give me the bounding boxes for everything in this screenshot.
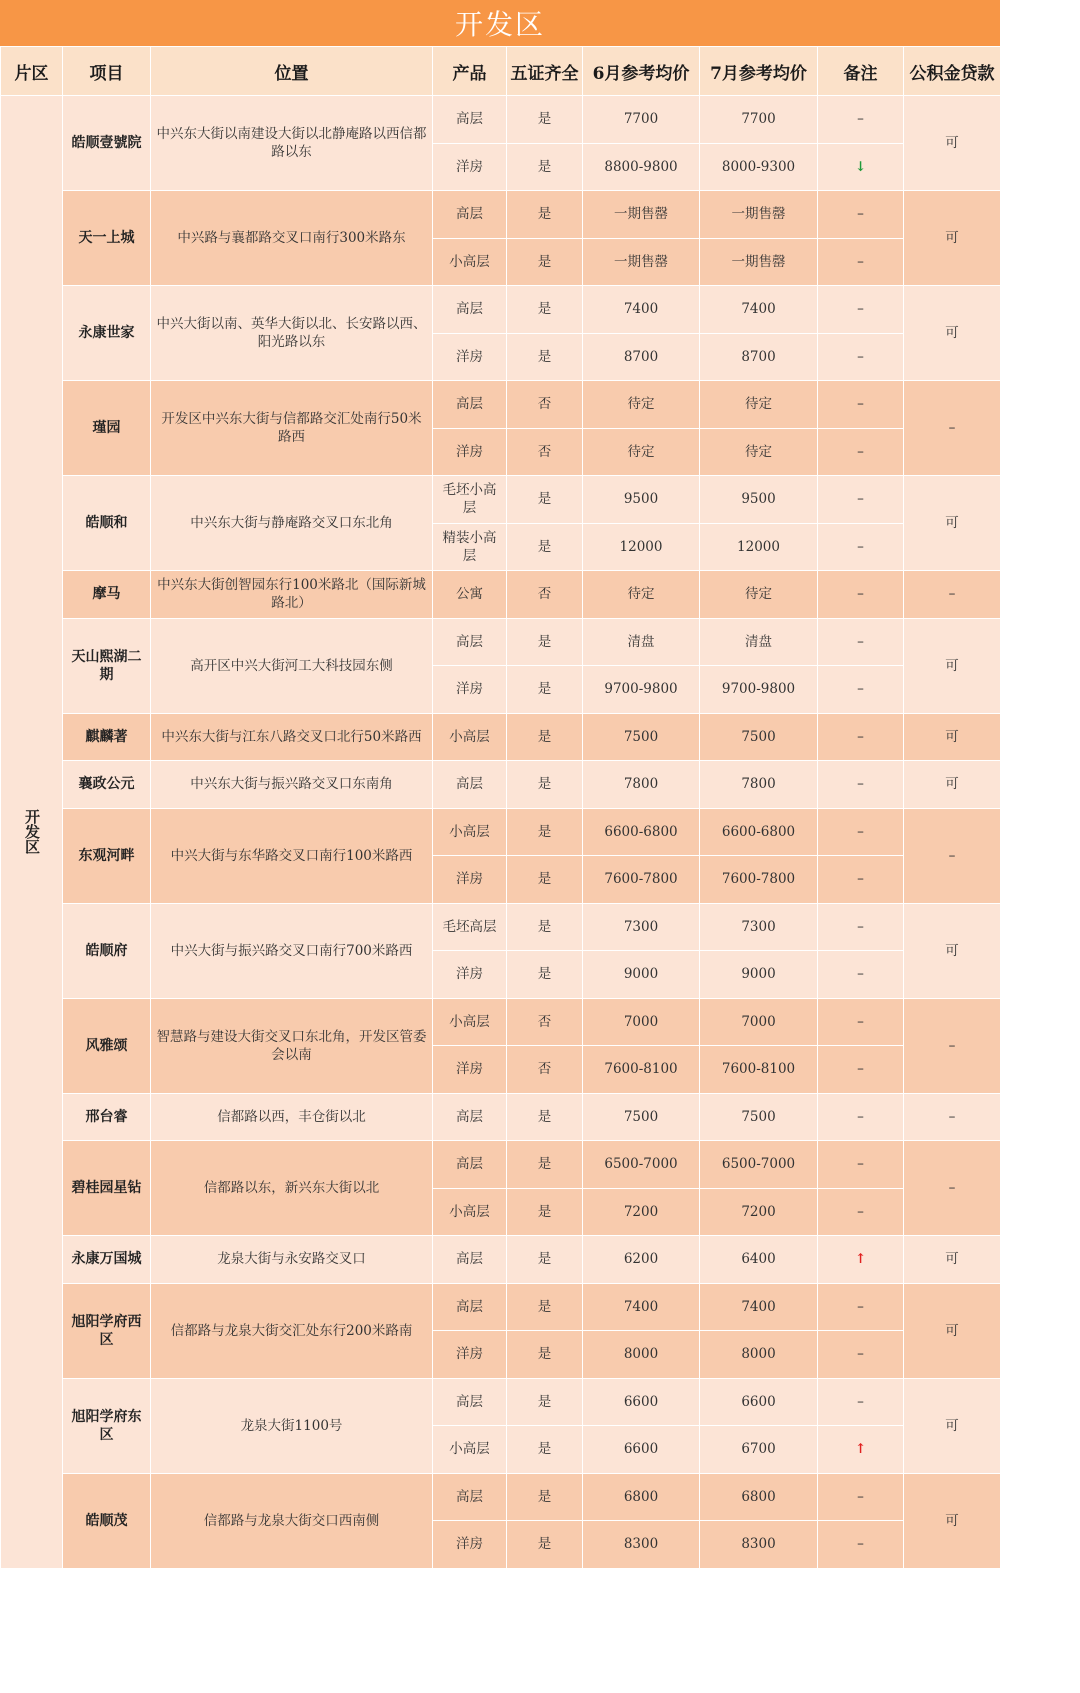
note-cell: – xyxy=(818,998,904,1046)
product-type: 小高层 xyxy=(433,808,507,856)
note-cell: – xyxy=(818,1331,904,1379)
july-price: 7600-7800 xyxy=(700,856,818,904)
july-price: 8000-9300 xyxy=(700,143,818,191)
note-cell: – xyxy=(818,96,904,144)
project-location: 中兴东大街与静庵路交叉口东北角 xyxy=(151,476,433,571)
product-type: 高层 xyxy=(433,1283,507,1331)
certificates-status: 是 xyxy=(507,523,583,571)
product-type: 小高层 xyxy=(433,1188,507,1236)
housing-fund-loan: 可 xyxy=(904,761,1001,809)
table-row xyxy=(1,571,1001,619)
certificates-status: 是 xyxy=(507,1283,583,1331)
project-name: 襄政公元 xyxy=(63,761,151,809)
certificates-status: 是 xyxy=(507,191,583,239)
certificates-status: 是 xyxy=(507,1331,583,1379)
project-name: 碧桂园星钻 xyxy=(63,1141,151,1236)
housing-fund-loan: 可 xyxy=(904,713,1001,761)
note-cell: – xyxy=(818,286,904,334)
project-location: 信都路以西，丰仓街以北 xyxy=(151,1093,433,1141)
certificates-status: 是 xyxy=(507,1141,583,1189)
table-row xyxy=(1,381,1001,429)
housing-fund-loan: – xyxy=(904,1141,1001,1236)
col-header-location: 位置 xyxy=(151,47,433,96)
certificates-status: 是 xyxy=(507,476,583,524)
note-cell: – xyxy=(818,618,904,666)
note-cell: – xyxy=(818,856,904,904)
project-name: 摩马 xyxy=(63,571,151,619)
product-type: 高层 xyxy=(433,1378,507,1426)
project-location: 智慧路与建设大街交叉口东北角，开发区管委会以南 xyxy=(151,998,433,1093)
col-header-housing-fund-loan: 公积金贷款 xyxy=(904,47,1001,96)
product-type: 精装小高层 xyxy=(433,523,507,571)
june-price: 9000 xyxy=(583,951,700,999)
housing-fund-loan: – xyxy=(904,1093,1001,1141)
table-row xyxy=(1,903,1001,951)
project-location: 中兴东大街与江东八路交叉口北行50米路西 xyxy=(151,713,433,761)
june-price: 7700 xyxy=(583,96,700,144)
project-name: 旭阳学府西区 xyxy=(63,1283,151,1378)
certificates-status: 否 xyxy=(507,1046,583,1094)
june-price: 6600 xyxy=(583,1378,700,1426)
june-price: 7500 xyxy=(583,1093,700,1141)
certificates-status: 是 xyxy=(507,96,583,144)
certificates-status: 是 xyxy=(507,286,583,334)
table-row xyxy=(1,476,1001,524)
project-name: 风雅颂 xyxy=(63,998,151,1093)
note-cell: – xyxy=(818,951,904,999)
june-price: 7400 xyxy=(583,286,700,334)
product-type: 高层 xyxy=(433,381,507,429)
july-price: 7400 xyxy=(700,1283,818,1331)
june-price: 清盘 xyxy=(583,618,700,666)
product-type: 小高层 xyxy=(433,1426,507,1474)
july-price: 9500 xyxy=(700,476,818,524)
certificates-status: 是 xyxy=(507,1426,583,1474)
certificates-status: 是 xyxy=(507,951,583,999)
june-price: 8800-9800 xyxy=(583,143,700,191)
table-row xyxy=(1,286,1001,334)
project-location: 信都路以东，新兴东大街以北 xyxy=(151,1141,433,1236)
july-price: 待定 xyxy=(700,571,818,619)
product-type: 洋房 xyxy=(433,856,507,904)
housing-fund-loan: 可 xyxy=(904,191,1001,286)
june-price: 7600-7800 xyxy=(583,856,700,904)
july-price: 7400 xyxy=(700,286,818,334)
certificates-status: 是 xyxy=(507,903,583,951)
june-price: 7000 xyxy=(583,998,700,1046)
july-price: 7000 xyxy=(700,998,818,1046)
housing-fund-loan: – xyxy=(904,998,1001,1093)
note-cell: – xyxy=(818,1093,904,1141)
product-type: 洋房 xyxy=(433,333,507,381)
july-price: 7300 xyxy=(700,903,818,951)
note-cell: – xyxy=(818,523,904,571)
note-cell: – xyxy=(818,1046,904,1094)
june-price: 7800 xyxy=(583,761,700,809)
certificates-status: 是 xyxy=(507,856,583,904)
note-cell: – xyxy=(818,476,904,524)
table-row xyxy=(1,808,1001,856)
note-cell: – xyxy=(818,333,904,381)
project-location: 中兴大街与振兴路交叉口南行700米路西 xyxy=(151,903,433,998)
district-cell: 开发区 xyxy=(1,96,63,1569)
table-row xyxy=(1,1378,1001,1426)
col-header-note: 备注 xyxy=(818,47,904,96)
product-type: 高层 xyxy=(433,286,507,334)
july-price: 9700-9800 xyxy=(700,666,818,714)
housing-fund-loan: 可 xyxy=(904,96,1001,191)
product-type: 高层 xyxy=(433,1141,507,1189)
note-cell: – xyxy=(818,1378,904,1426)
project-location: 中兴东大街与振兴路交叉口东南角 xyxy=(151,761,433,809)
project-location: 中兴大街以南、英华大街以北、长安路以西、阳光路以东 xyxy=(151,286,433,381)
product-type: 毛坯小高层 xyxy=(433,476,507,524)
certificates-status: 否 xyxy=(507,571,583,619)
product-type: 洋房 xyxy=(433,143,507,191)
housing-fund-loan: 可 xyxy=(904,1283,1001,1378)
project-location: 高开区中兴大街河工大科技园东侧 xyxy=(151,618,433,713)
june-price: 7200 xyxy=(583,1188,700,1236)
product-type: 高层 xyxy=(433,96,507,144)
certificates-status: 否 xyxy=(507,998,583,1046)
project-location: 龙泉大街与永安路交叉口 xyxy=(151,1236,433,1284)
june-price: 6800 xyxy=(583,1473,700,1521)
table-row xyxy=(1,998,1001,1046)
col-header-certificates: 五证齐全 xyxy=(507,47,583,96)
note-cell: – xyxy=(818,428,904,476)
july-price: 7200 xyxy=(700,1188,818,1236)
june-price: 7300 xyxy=(583,903,700,951)
june-price: 6600-6800 xyxy=(583,808,700,856)
header-row xyxy=(1,47,1001,96)
note-cell: – xyxy=(818,903,904,951)
certificates-status: 是 xyxy=(507,713,583,761)
page-title: 开发区 xyxy=(0,0,1000,46)
note-cell: – xyxy=(818,1283,904,1331)
note-cell: – xyxy=(818,1521,904,1569)
july-price: 8000 xyxy=(700,1331,818,1379)
june-price: 8700 xyxy=(583,333,700,381)
june-price: 9500 xyxy=(583,476,700,524)
note-cell: – xyxy=(818,666,904,714)
june-price: 6500-7000 xyxy=(583,1141,700,1189)
july-price: 6400 xyxy=(700,1236,818,1284)
certificates-status: 是 xyxy=(507,808,583,856)
note-cell: – xyxy=(818,713,904,761)
table-row xyxy=(1,1473,1001,1521)
june-price: 一期售罄 xyxy=(583,191,700,239)
price-up-icon: ↑ xyxy=(818,1426,904,1474)
product-type: 洋房 xyxy=(433,1331,507,1379)
project-location: 中兴大街与东华路交叉口南行100米路西 xyxy=(151,808,433,903)
july-price: 7600-8100 xyxy=(700,1046,818,1094)
product-type: 高层 xyxy=(433,761,507,809)
note-cell: – xyxy=(818,1188,904,1236)
certificates-status: 是 xyxy=(507,761,583,809)
project-name: 永康世家 xyxy=(63,286,151,381)
july-price: 9000 xyxy=(700,951,818,999)
product-type: 高层 xyxy=(433,1093,507,1141)
june-price: 8000 xyxy=(583,1331,700,1379)
june-price: 6600 xyxy=(583,1426,700,1474)
project-name: 皓顺府 xyxy=(63,903,151,998)
note-cell: – xyxy=(818,571,904,619)
table-row xyxy=(1,713,1001,761)
col-header-district: 片区 xyxy=(1,47,63,96)
product-type: 高层 xyxy=(433,618,507,666)
product-type: 洋房 xyxy=(433,951,507,999)
col-header-project: 项目 xyxy=(63,47,151,96)
june-price: 9700-9800 xyxy=(583,666,700,714)
col-header-product: 产品 xyxy=(433,47,507,96)
table-row xyxy=(1,618,1001,666)
certificates-status: 是 xyxy=(507,143,583,191)
project-name: 瑾园 xyxy=(63,381,151,476)
note-cell: – xyxy=(818,1473,904,1521)
certificates-status: 是 xyxy=(507,1473,583,1521)
project-name: 永康万国城 xyxy=(63,1236,151,1284)
product-type: 高层 xyxy=(433,1473,507,1521)
july-price: 待定 xyxy=(700,428,818,476)
july-price: 8700 xyxy=(700,333,818,381)
product-type: 小高层 xyxy=(433,998,507,1046)
table-row xyxy=(1,1141,1001,1189)
table-row xyxy=(1,191,1001,239)
certificates-status: 是 xyxy=(507,1521,583,1569)
june-price: 8300 xyxy=(583,1521,700,1569)
note-cell: – xyxy=(818,191,904,239)
housing-fund-loan: – xyxy=(904,381,1001,476)
certificates-status: 是 xyxy=(507,1093,583,1141)
product-type: 洋房 xyxy=(433,428,507,476)
project-name: 麒麟著 xyxy=(63,713,151,761)
project-location: 中兴东大街以南建设大街以北静庵路以西信都路以东 xyxy=(151,96,433,191)
col-header-july-price: 7月参考均价 xyxy=(700,47,818,96)
product-type: 小高层 xyxy=(433,713,507,761)
housing-fund-loan: 可 xyxy=(904,903,1001,998)
july-price: 6500-7000 xyxy=(700,1141,818,1189)
note-cell: – xyxy=(818,238,904,286)
project-location: 开发区中兴东大街与信都路交汇处南行50米路西 xyxy=(151,381,433,476)
june-price: 7500 xyxy=(583,713,700,761)
price-down-icon: ↓ xyxy=(818,143,904,191)
project-name: 东观河畔 xyxy=(63,808,151,903)
june-price: 待定 xyxy=(583,571,700,619)
project-name: 皓顺和 xyxy=(63,476,151,571)
june-price: 7600-8100 xyxy=(583,1046,700,1094)
project-name: 天一上城 xyxy=(63,191,151,286)
certificates-status: 是 xyxy=(507,1188,583,1236)
july-price: 12000 xyxy=(700,523,818,571)
product-type: 毛坯高层 xyxy=(433,903,507,951)
housing-fund-loan: 可 xyxy=(904,286,1001,381)
table-row xyxy=(1,1283,1001,1331)
june-price: 待定 xyxy=(583,428,700,476)
project-location: 信都路与龙泉大街交汇处东行200米路南 xyxy=(151,1283,433,1378)
product-type: 小高层 xyxy=(433,238,507,286)
project-location: 龙泉大街1100号 xyxy=(151,1378,433,1473)
project-location: 中兴路与襄都路交叉口南行300米路东 xyxy=(151,191,433,286)
july-price: 一期售罄 xyxy=(700,191,818,239)
note-cell: – xyxy=(818,808,904,856)
project-location: 信都路与龙泉大街交口西南侧 xyxy=(151,1473,433,1568)
housing-fund-loan: – xyxy=(904,808,1001,903)
housing-fund-loan: – xyxy=(904,571,1001,619)
housing-fund-loan: 可 xyxy=(904,618,1001,713)
price-up-icon: ↑ xyxy=(818,1236,904,1284)
product-type: 公寓 xyxy=(433,571,507,619)
july-price: 8300 xyxy=(700,1521,818,1569)
certificates-status: 是 xyxy=(507,333,583,381)
table-row xyxy=(1,1236,1001,1284)
july-price: 7500 xyxy=(700,1093,818,1141)
june-price: 6200 xyxy=(583,1236,700,1284)
col-header-june-price: 6月参考均价 xyxy=(583,47,700,96)
housing-fund-loan: 可 xyxy=(904,1236,1001,1284)
product-type: 洋房 xyxy=(433,666,507,714)
housing-fund-loan: 可 xyxy=(904,1378,1001,1473)
july-price: 7800 xyxy=(700,761,818,809)
product-type: 高层 xyxy=(433,191,507,239)
note-cell: – xyxy=(818,761,904,809)
product-type: 洋房 xyxy=(433,1521,507,1569)
housing-fund-loan: 可 xyxy=(904,476,1001,571)
note-cell: – xyxy=(818,1141,904,1189)
july-price: 6700 xyxy=(700,1426,818,1474)
project-name: 邢台睿 xyxy=(63,1093,151,1141)
july-price: 6800 xyxy=(700,1473,818,1521)
note-cell: – xyxy=(818,381,904,429)
june-price: 待定 xyxy=(583,381,700,429)
july-price: 待定 xyxy=(700,381,818,429)
product-type: 洋房 xyxy=(433,1046,507,1094)
certificates-status: 是 xyxy=(507,666,583,714)
july-price: 清盘 xyxy=(700,618,818,666)
certificates-status: 是 xyxy=(507,238,583,286)
product-type: 高层 xyxy=(433,1236,507,1284)
table-row xyxy=(1,1093,1001,1141)
july-price: 6600 xyxy=(700,1378,818,1426)
table-row xyxy=(1,96,1001,144)
july-price: 7500 xyxy=(700,713,818,761)
july-price: 一期售罄 xyxy=(700,238,818,286)
project-location: 中兴东大街创智园东行100米路北（国际新城路北） xyxy=(151,571,433,619)
project-name: 旭阳学府东区 xyxy=(63,1378,151,1473)
project-name: 天山熙湖二期 xyxy=(63,618,151,713)
certificates-status: 是 xyxy=(507,1236,583,1284)
certificates-status: 否 xyxy=(507,428,583,476)
june-price: 12000 xyxy=(583,523,700,571)
july-price: 6600-6800 xyxy=(700,808,818,856)
project-name: 皓顺壹號院 xyxy=(63,96,151,191)
project-name: 皓顺茂 xyxy=(63,1473,151,1568)
june-price: 7400 xyxy=(583,1283,700,1331)
july-price: 7700 xyxy=(700,96,818,144)
certificates-status: 是 xyxy=(507,618,583,666)
housing-fund-loan: 可 xyxy=(904,1473,1001,1568)
certificates-status: 是 xyxy=(507,1378,583,1426)
june-price: 一期售罄 xyxy=(583,238,700,286)
price-table xyxy=(0,46,1001,1569)
table-row xyxy=(1,761,1001,809)
certificates-status: 否 xyxy=(507,381,583,429)
